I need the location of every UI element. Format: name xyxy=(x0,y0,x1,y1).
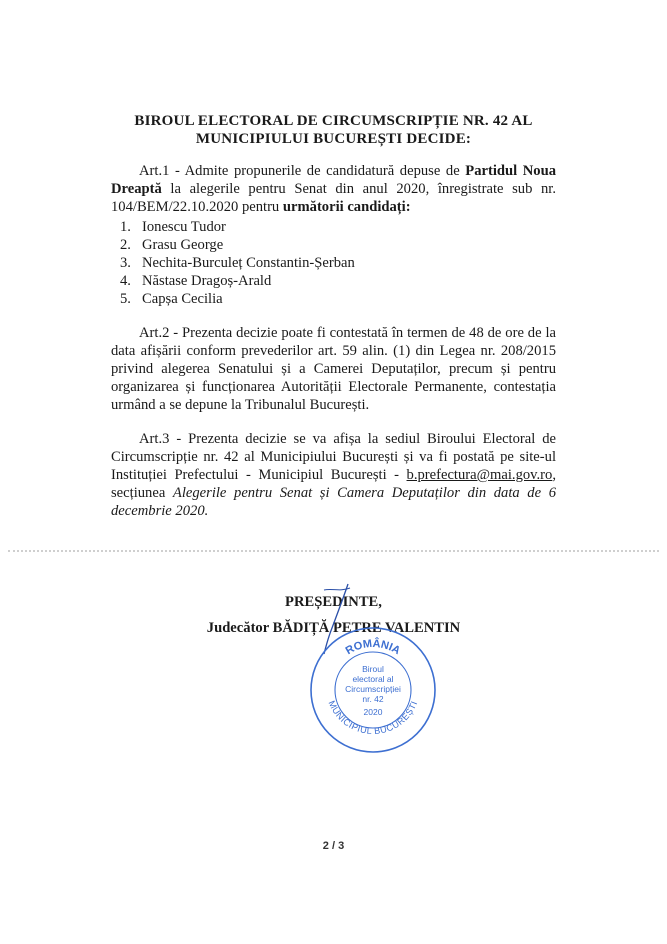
list-item: 4. Năstase Dragoș-Arald xyxy=(120,273,272,289)
candidate-name: Ionescu Tudor xyxy=(142,219,226,235)
heading-line-2: MUNICIPIULUI BUCUREȘTI DECIDE: xyxy=(195,131,472,147)
svg-text:MUNICIPIUL BUCUREȘTI xyxy=(327,699,420,736)
list-item: 1. Ionescu Tudor xyxy=(120,219,226,235)
art1-suffix: următorii candidați: xyxy=(282,199,411,215)
article-3 xyxy=(111,430,556,520)
prefecture-email-link[interactable]: b.prefectura@mai.gov.ro xyxy=(406,467,553,483)
party-name: Partidul Noua Dreaptă xyxy=(111,163,557,197)
stamp-line-3: Circumscripției xyxy=(345,684,401,694)
signature-name: Judecător BĂDIȚĂ PETRE VALENTIN xyxy=(206,620,461,636)
article-2 xyxy=(111,324,556,414)
candidate-name: Nechita-Burculeț Constantin-Șerban xyxy=(142,255,355,271)
candidate-name: Năstase Dragoș-Arald xyxy=(142,273,272,289)
electoral-office-stamp-icon xyxy=(308,625,438,755)
art1-prefix: Art.1 - Admite propunerile de candidatură depuse de xyxy=(139,163,466,179)
candidate-name: Capșa Cecilia xyxy=(142,291,223,307)
stamp-line-4: nr. 42 xyxy=(362,694,384,704)
candidate-list xyxy=(120,218,355,308)
list-item: 3. Nechita-Burculeț Constantin-Șerban xyxy=(120,255,355,271)
article-1 xyxy=(111,162,556,216)
art3-prefix: Art.3 - Prezenta decizie se va afișa la sediul Biroului Electoral de Circumscripție nr. 42 al Municipiului București și va fi postată pe site-ul Instituției Prefectului - Municipiul București - xyxy=(111,431,556,483)
candidate-name: Grasu George xyxy=(142,237,224,253)
stamp-bottom-text: MUNICIPIUL BUCUREȘTI xyxy=(326,699,420,737)
page-number: 2 / 3 xyxy=(322,840,345,852)
stamp-line-2: electoral al xyxy=(352,674,394,684)
stamp-line-5: 2020 xyxy=(363,707,383,717)
art1-middle: la alegerile pentru Senat din anul 2020, înregistrate sub nr. 104/BEM/22.10.2020 pentru xyxy=(111,181,556,215)
heading-line-1: BIROUL ELECTORAL DE CIRCUMSCRIPȚIE NR. 42 AL xyxy=(134,113,533,129)
list-item: 2. Grasu George xyxy=(120,237,224,253)
page-separator xyxy=(8,550,659,552)
art2-text: Art.2 - Prezenta decizie poate fi contestată în termen de 48 de ore de la data afișării conform prevederilor art. 59 alin. (1) din Legea nr. 208/2015 privind alegerea Senatului și a Camerei Deputaților, precum și pentru organizarea și funcționarea Autorității Electorale Permanente, contestația urmând a se depune la Tribunalul București. xyxy=(111,325,556,413)
svg-text:ROMÂNIA xyxy=(344,637,403,657)
art3-middle: , secțiunea xyxy=(111,467,556,501)
stamp-top-text: ROMÂNIA xyxy=(343,637,403,658)
election-section-name: Alegerile pentru Senat și Camera Deputaților din data de 6 decembrie 2020. xyxy=(111,485,556,519)
list-item: 5. Capșa Cecilia xyxy=(120,291,223,307)
stamp-line-1: Biroul xyxy=(362,664,384,674)
signature-title: PREȘEDINTE, xyxy=(285,594,382,610)
